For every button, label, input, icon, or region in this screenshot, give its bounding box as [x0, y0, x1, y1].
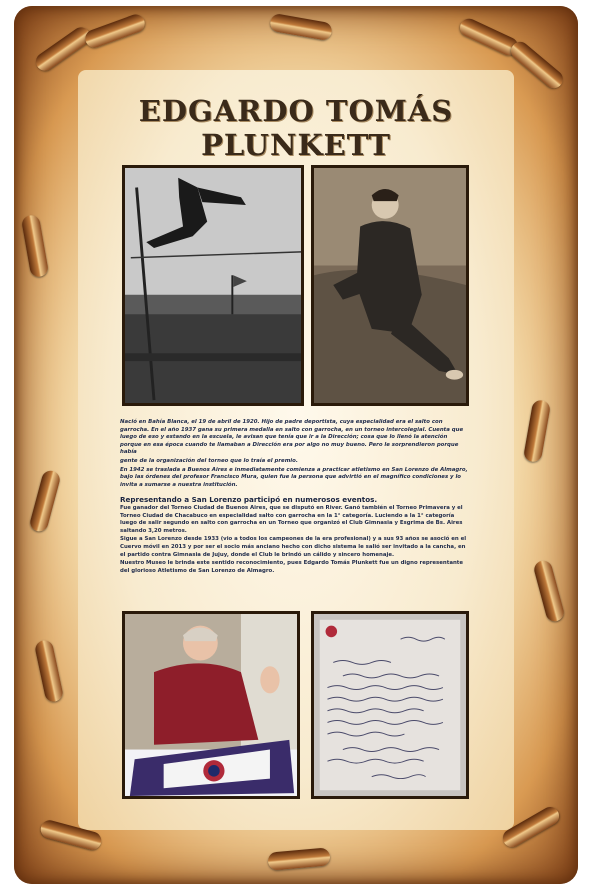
bio-paragraph-5: Sigue a San Lorenzo desde 1933 (vio a todos los campeones de la era profesional) y a sus 93 años se asoció en el Cuervo móvil en 2013 y por ser el socio más anciano hecho con dicho sistema le salió ser invitado a la cancha, en el partido contra Gimnasia de Jujuy, donde el Club le brindó un cálido y sincero homenaje.	[120, 536, 467, 558]
pole-vault-image	[125, 168, 301, 403]
photo-pole-vault	[122, 165, 304, 406]
bio-heading: Representando a San Lorenzo participó en numerosos eventos.	[120, 495, 378, 505]
photo-handwritten-letter	[311, 611, 469, 799]
title-line-1: EDGARDO TOMÁS	[138, 94, 454, 128]
bio-paragraph-2: gente de la organización del torneo que lo traía el premio.	[120, 457, 298, 464]
bio-paragraph-4: Fue ganador del Torneo Ciudad de Buenos Aires, que se disputó en River. Ganó también el Torneo Primavera y el Torneo Ciudad de Chacabuco en especialidad salto con garrocha en la 1° categoría. Luciendo a la 1° categoría luego de salir segundo en salto con garrocha en un Torneo que organizó el Club Gimnasia y Esgrima de Bs. Aires saltando 3,20 metros.	[120, 504, 463, 534]
handwritten-letter-image	[314, 614, 466, 796]
bio-paragraph-1: Nació en Bahía Blanca, el 19 de abril de 1920. Hijo de padre deportista, cuya especialidad era el salto con garrocha. En el año 1937 gana su primera medalla en salto con garrocha, en un torneo intercolegial. Cuenta que luego de eso y estando en la escuela, le avisan que tenía que ir a la Dirección; cosa que lo llenó la atención porque en esa época cuando te llamaban a Dirección era por algo no muy bueno. Pero le sorprendieron porque había	[120, 419, 464, 456]
page-title	[100, 94, 492, 162]
photo-elderly-honoree	[122, 611, 300, 799]
elderly-honoree-image	[125, 614, 297, 796]
title-line-2: PLUNKETT	[201, 128, 391, 162]
bio-paragraph-6: Nuestro Museo le brinda este sentido reconocimiento, pues Edgardo Tomás Plunkett fue un digno representante del glorioso Atletismo de San Lorenzo de Almagro.	[120, 560, 464, 574]
bio-paragraph-3: En 1942 se traslada a Buenos Aires e inmediatamente comienza a practicar atletismo en San Lorenzo de Almagro, bajo las órdenes del profesor Francisco Mura, quien fue la persona que advirtió en el magnífico condiciones y lo invita a sumarse a nuestra institución.	[120, 466, 468, 488]
athlete-portrait-image	[314, 168, 466, 403]
biography-text	[120, 419, 470, 576]
photo-athlete-portrait	[311, 165, 469, 406]
